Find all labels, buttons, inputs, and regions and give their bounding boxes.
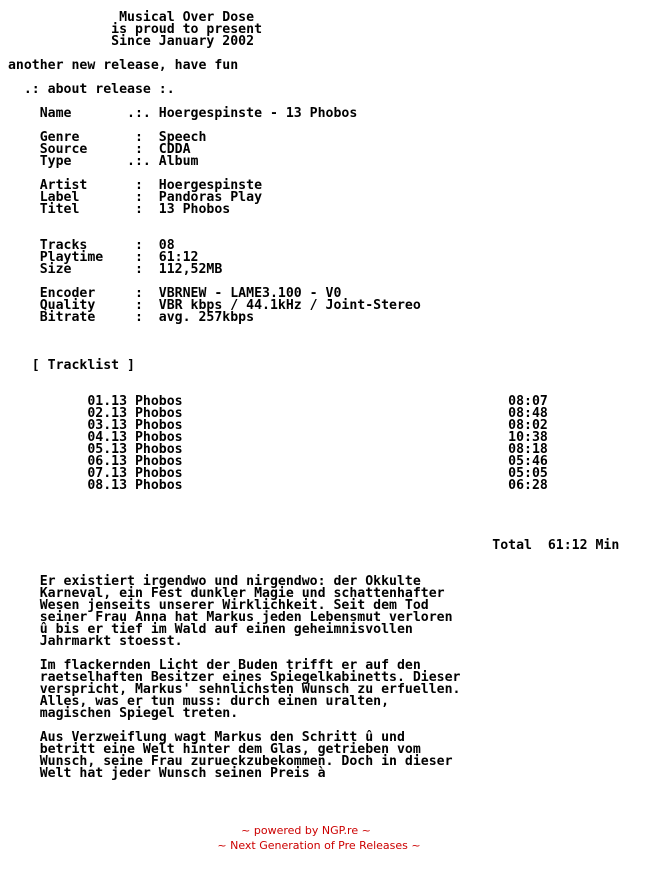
footer-tagline: ~ Next Generation of Pre Releases ~ [217,839,421,852]
nfo-line: Titel : 13 Phobos [0,202,231,217]
nfo-line: Genre : Speech [0,130,207,145]
nfo-line: Tracks : 08 [0,238,175,253]
nfo-line: Er existiert irgendwo und nirgendwo: der Okkulte [0,574,421,589]
nfo-line: Musical Over Dose [0,10,255,25]
nfo-line: Since January 2002 [0,34,255,49]
nfo-line: 04.13 Phobos 10:38 [0,430,548,445]
nfo-line: Playtime : 61:12 [0,250,199,265]
nfo-line: magischen Spiegel treten. [0,706,239,721]
nfo-line: Wesen jenseits unserer Wirklichkeit. Seit dem Tod [0,598,429,613]
nfo-line: 06.13 Phobos 05:46 [0,454,548,469]
nfo-line: another new release, have fun [0,58,239,73]
nfo-line: Jahrmarkt stoesst. [0,634,183,649]
nfo-line: 03.13 Phobos 08:02 [0,418,548,433]
nfo-line: Encoder : VBRNEW - LAME3.100 - V0 [0,286,342,301]
nfo-line: Size : 112,52MB [0,262,223,277]
nfo-line: Type .:. Album [0,154,199,169]
nfo-line: Quality : VBR kbps / 44.1kHz / Joint-Stereo [0,298,421,313]
nfo-line: 05.13 Phobos 08:18 [0,442,548,457]
nfo-line: raetselhaften Besitzer eines Spiegelkabinetts. Dieser [0,670,461,685]
nfo-line: 08.13 Phobos 06:28 [0,478,548,493]
nfo-line: verspricht, Markus' sehnlichsten Wunsch zu erfuellen. [0,682,461,697]
nfo-line: Im flackernden Licht der Buden trifft er auf den [0,658,421,673]
nfo-line: û bis er tief im Wald auf einen geheimnisvollen [0,622,413,637]
nfo-line: 07.13 Phobos 05:05 [0,466,548,481]
nfo-line: Karneval, ein Fest dunkler Magie und schattenhafter [0,586,445,601]
nfo-line: betritt eine Welt hinter dem Glas, getrieben vom [0,742,421,757]
nfo-line: seiner Frau Anna hat Markus jeden Lebensmut verloren [0,610,453,625]
nfo-line: Welt hat jeder Wunsch seinen Preis à [0,766,326,781]
footer-powered-by: ~ powered by NGP.re ~ [241,824,371,837]
nfo-line: 01.13 Phobos 08:07 [0,394,548,409]
nfo-line: [ Tracklist ] [0,358,135,373]
nfo-line: Wunsch, seine Frau zurueckzubekommen. Doch in dieser [0,754,453,769]
nfo-line: Label : Pandoras Play [0,190,263,205]
nfo-line: Total 61:12 Min [0,538,620,553]
nfo-line: .: about release :. [0,82,175,97]
nfo-line: Bitrate : avg. 257kbps [0,310,255,325]
nfo-line: Artist : Hoergespinste [0,178,263,193]
nfo-line: 02.13 Phobos 08:48 [0,406,548,421]
nfo-line: Name .:. Hoergespinste - 13 Phobos [0,106,358,121]
nfo-line: Aus Verzweiflung wagt Markus den Schritt û und [0,730,405,745]
nfo-line: Source : CDDA [0,142,191,157]
nfo-line: is proud to present [0,22,263,37]
nfo-line: Alles, was er tun muss: durch einen uralten, [0,694,390,709]
